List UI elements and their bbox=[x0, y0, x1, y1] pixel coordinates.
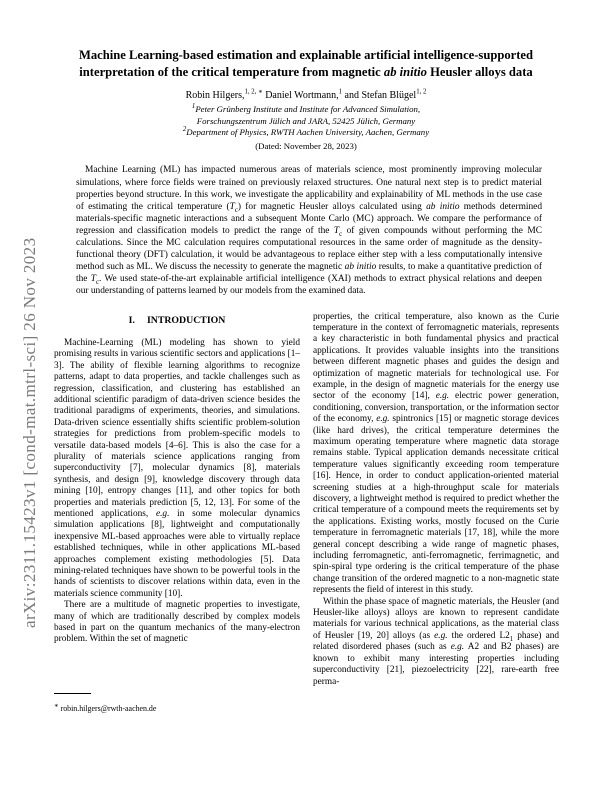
paper-title-line2: interpretation of the critical temperature from magnetic ab initio Heusler alloys data bbox=[79, 64, 533, 79]
abstract: Machine Learning (ML) has impacted numerous areas of materials science, most prominently improving molecular simulations, where force fields were trained on previously relaxed structures. One natural next step is to predict material properties beyond structure. In this work, we investigate the applicability and explainability of ML methods in the use case of estimating the critical temperature $(T_c)$ for magnetic Heusler alloys calculated using ab initio methods determined materials-specific magnetic interactions and a subsequent Monte Carlo (MC) approach. We compare the performance of regression and classification models to predict the range of the $T_c$ of given compounds without performing the MC calculations. Since the MC calculation requires computational resources in the same order of magnitude as the density-functional theory (DFT) calculation, it would be advantageous to replace either step with a less computationally intensive method such as ML. We discuss the necessity to generate the magnetic ab initio results, to make a quantitative prediction of the $T_c$. We used state-of-the-art explainable artificial intelligence (XAI) methods to extract physical relations and deepen our understanding of patterns learned by our models from the examined data. bbox=[76, 165, 543, 297]
right-column bbox=[313, 312, 559, 688]
footnote-rule bbox=[54, 693, 91, 694]
paragraph: Machine-Learning (ML) modeling has shown to yield promising results in various scientific sectors and applications [1–3]. The ability of flexible learning algorithms to recognize patterns, adapt to data properties, and tackle challenges such as regression, classification, and clustering has established an additional scientific paradigm of data-driven science besides the traditional paradigms of experiments, theories, and simulations. Data-driven science essentially shifts scientific problem-solution strategies for predictions from problem-specific models to versatile data-based models [4–6]. This is also the case for a plurality of materials science applications ranging from superconductivity [7], molecular dynamics [8], materials synthesis, and design [9], knowledge discovery through data mining [10], entropy changes [11], and other topics for both properties and materials prediction [5, 12, 13]. For some of the mentioned applications, e.g. in some molecular dynamics simulation applications [8], lightweight and computationally inexpensive ML-based approaches were able to virtually replace established techniques, while in other applications ML-based approaches complement existing methodologies [5]. Data mining-related techniques have shown to be powerful tools in the hands of scientists to discover relations within data, even in the materials science community [10]. bbox=[54, 337, 301, 599]
section-heading-introduction bbox=[54, 315, 300, 326]
author-email-footnote: ∗ robin.hilgers@rwth-aachen.de bbox=[54, 702, 157, 713]
authors-line: Robin Hilgers,$^{1, 2, ∗}$ Daniel Wortmann,$^1$ and Stefan Blügel$^{1, 2}$ bbox=[185, 88, 427, 102]
paragraph: Within the phase space of magnetic materials, the Heusler (and Heusler-like alloys) alloys are known to represent candidate materials for various technical applications, as the material class of Heusler [19, 20] alloys (as e.g. the ordered $L2_1$ phase) and related disordered phases (such as e.g. A2 and B2 phases) are known to exhibit many interesting properties including superconductivity [21], piezoelectricity [22], rare-earth free perma- bbox=[313, 596, 559, 687]
paper-header bbox=[0, 0, 612, 151]
paragraph: There are a multitude of magnetic properties to investigate, many of which are traditionally described by complex models based in part on the quantum mechanics of the many-electron problem. Within the set of magnetic bbox=[54, 600, 300, 645]
date-line: (Dated: November 28, 2023) bbox=[255, 141, 357, 152]
affiliation-1-line1: $^1$Peter Grünberg Institute and Institute for Advanced Simulation, bbox=[191, 103, 421, 115]
footnote-block bbox=[54, 693, 300, 713]
paper-title bbox=[52, 47, 560, 80]
paper-title-line1: Machine Learning-based estimation and explainable artificial intelligence-supported bbox=[78, 48, 534, 62]
left-column bbox=[54, 312, 300, 688]
affiliation-1-line2: Forschungszentrum Jülich and JARA, 52425 Jülich, Germany bbox=[196, 115, 416, 126]
affiliations bbox=[0, 104, 612, 138]
affiliation-2: $^2$Department of Physics, RWTH Aachen University, Aachen, Germany bbox=[182, 126, 430, 138]
two-column-body bbox=[0, 298, 612, 688]
arxiv-watermark: arXiv:2311.15423v1 [cond-mat.mtrl-sci] 26 Nov 2023 bbox=[20, 237, 39, 628]
section-number: I. bbox=[128, 314, 135, 326]
paragraph: properties, the critical temperature, also known as the Curie temperature in the context of ferromagnetic materials, represents a key characteristic in both fundamental physics and practical applications. It provides valuable insights into the transitions between different magnetic phases and guides the design and optimization of magnetic materials for technological use. For example, in the design of magnetic materials for the energy use sector of the economy [14], e.g. electric power generation, conditioning, conversion, transportation, or the information sector of the economy, e.g. spintronics [15] or magnetic storage devices (like hard drives), the critical temperature determines the maximum operating temperature where magnetic data storage remains stable. Typical application demands necessitate critical temperature values significantly exceeding room temperature [16]. Hence, in order to conduct application-oriented material screening studies at a high-throughput scale for materials discovery, a lightweight method is required to predict whether the critical temperature of a compound meets the requirements set by the applications. Existing works, mostly focused on the Curie temperature in ferromagnetic materials [17, 18], while the more general concept describing a wide range of magnetic phases, including ferromagnetic, anti-ferromagnetic, ferrimagnetic, and spin-spiral type ordering is the critical temperature of the phase change transition of the ordered magnetic to a non-magnetic state represents the field of interest in this study. bbox=[313, 311, 560, 596]
section-title: INTRODUCTION bbox=[146, 314, 226, 326]
